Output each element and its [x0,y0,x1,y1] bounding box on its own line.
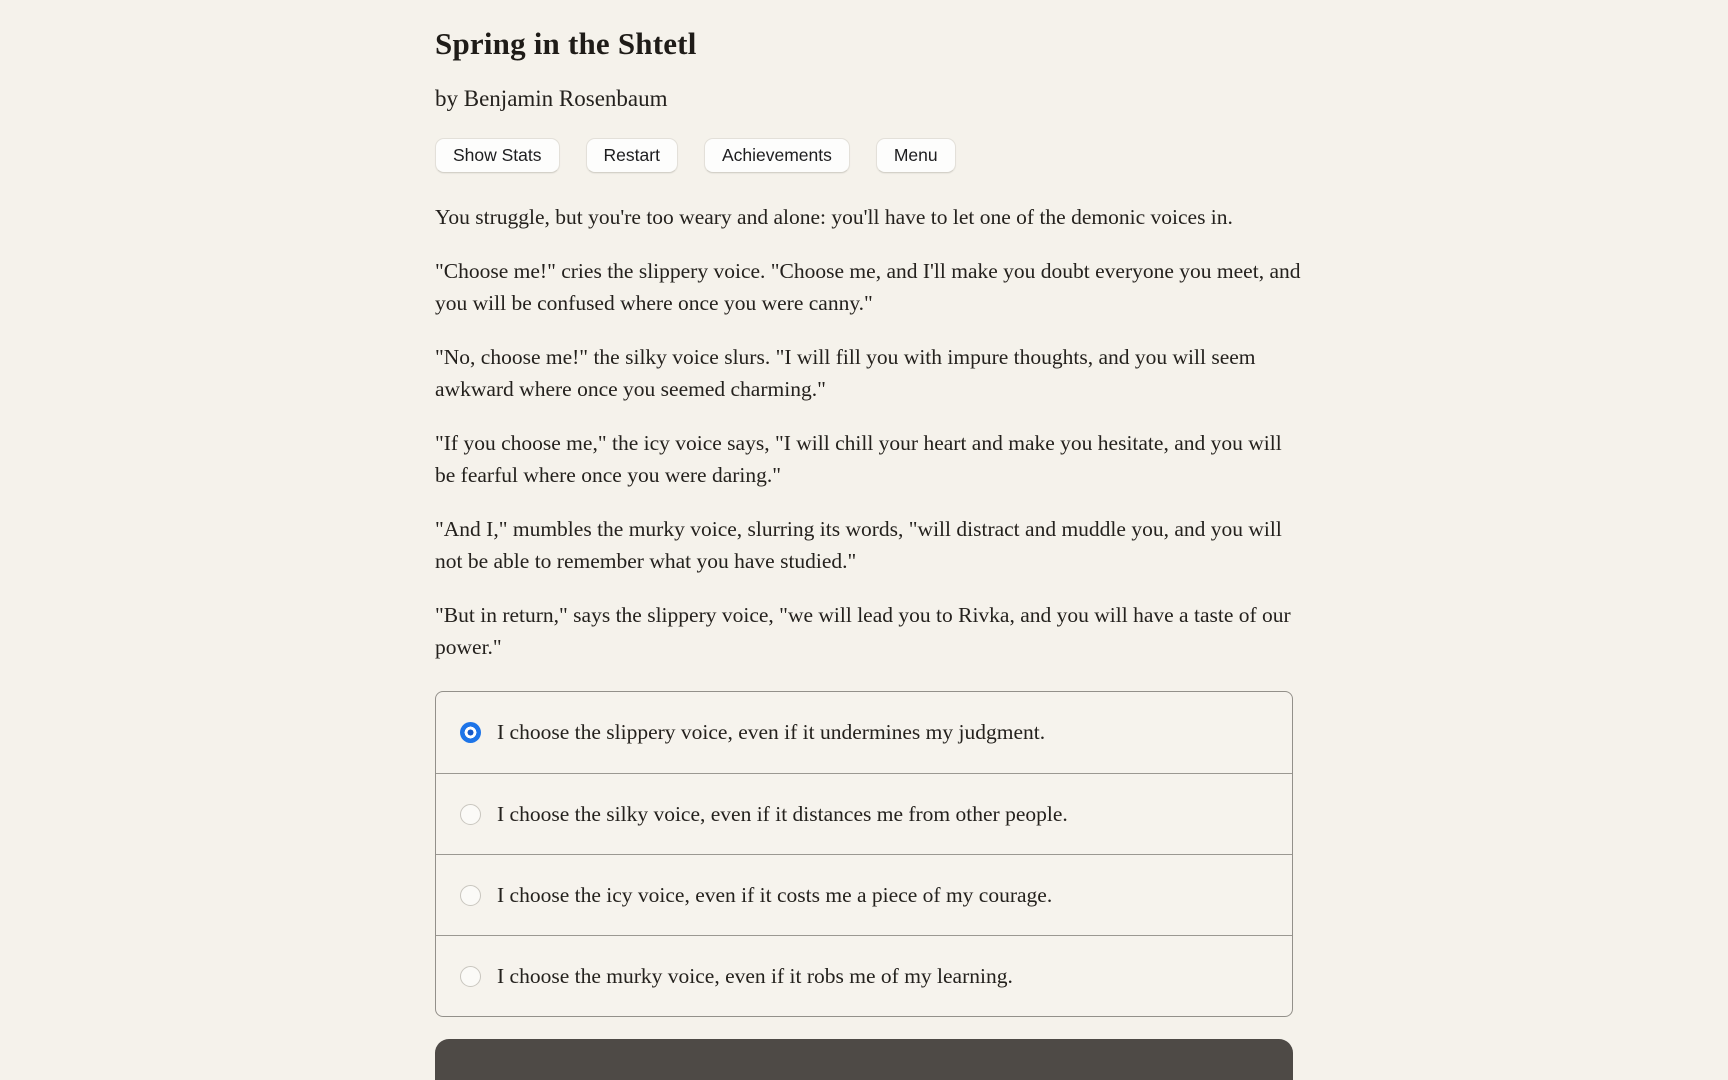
choice-label: I choose the silky voice, even if it distances me from other people. [497,801,1068,826]
author-byline: by Benjamin Rosenbaum [435,86,668,111]
story-paragraph: "But in return," says the slippery voice, "we will lead you to Rivka, and you will have a taste of our power." [435,603,1291,660]
page-title: Spring in the Shtetl [435,26,697,61]
next-button-bar[interactable] [435,1039,1293,1080]
story-paragraph: "And I," mumbles the murky voice, slurring its words, "will distract and muddle you, and you will not be able to remember what you have studied." [435,517,1282,574]
radio-button[interactable] [460,804,481,825]
story-paragraph: "Choose me!" cries the slippery voice. "Choose me, and I'll make you doubt everyone you meet, and you will be confused where once you were canny." [435,259,1301,316]
restart-button[interactable]: Restart [586,138,678,173]
show-stats-button[interactable]: Show Stats [435,138,560,173]
choice-list [435,691,1293,1017]
radio-button-selected[interactable] [460,722,481,743]
choice-label: I choose the icy voice, even if it costs me a piece of my courage. [497,882,1053,907]
story-paragraph: "No, choose me!" the silky voice slurs. "I will fill you with impure thoughts, and you will seem awkward where once you seemed charming." [435,345,1256,402]
story-paragraph: You struggle, but you're too weary and alone: you'll have to let one of the demonic voices in. [435,205,1233,230]
menu-button[interactable]: Menu [876,138,956,173]
radio-button[interactable] [460,966,481,987]
radio-button[interactable] [460,885,481,906]
choice-option-silky[interactable] [436,773,1292,854]
choice-label: I choose the murky voice, even if it robs me of my learning. [497,963,1013,988]
toolbar [435,138,1300,173]
choice-option-murky[interactable] [436,935,1292,1016]
story-paragraph: "If you choose me," the icy voice says, "I will chill your heart and make you hesitate, and you will be fearful where once you were daring." [435,431,1282,488]
choice-label: I choose the slippery voice, even if it undermines my judgment. [497,720,1046,745]
story-text [435,201,1305,663]
achievements-button[interactable]: Achievements [704,138,850,173]
choice-option-slippery[interactable] [436,692,1292,773]
choice-option-icy[interactable] [436,854,1292,935]
